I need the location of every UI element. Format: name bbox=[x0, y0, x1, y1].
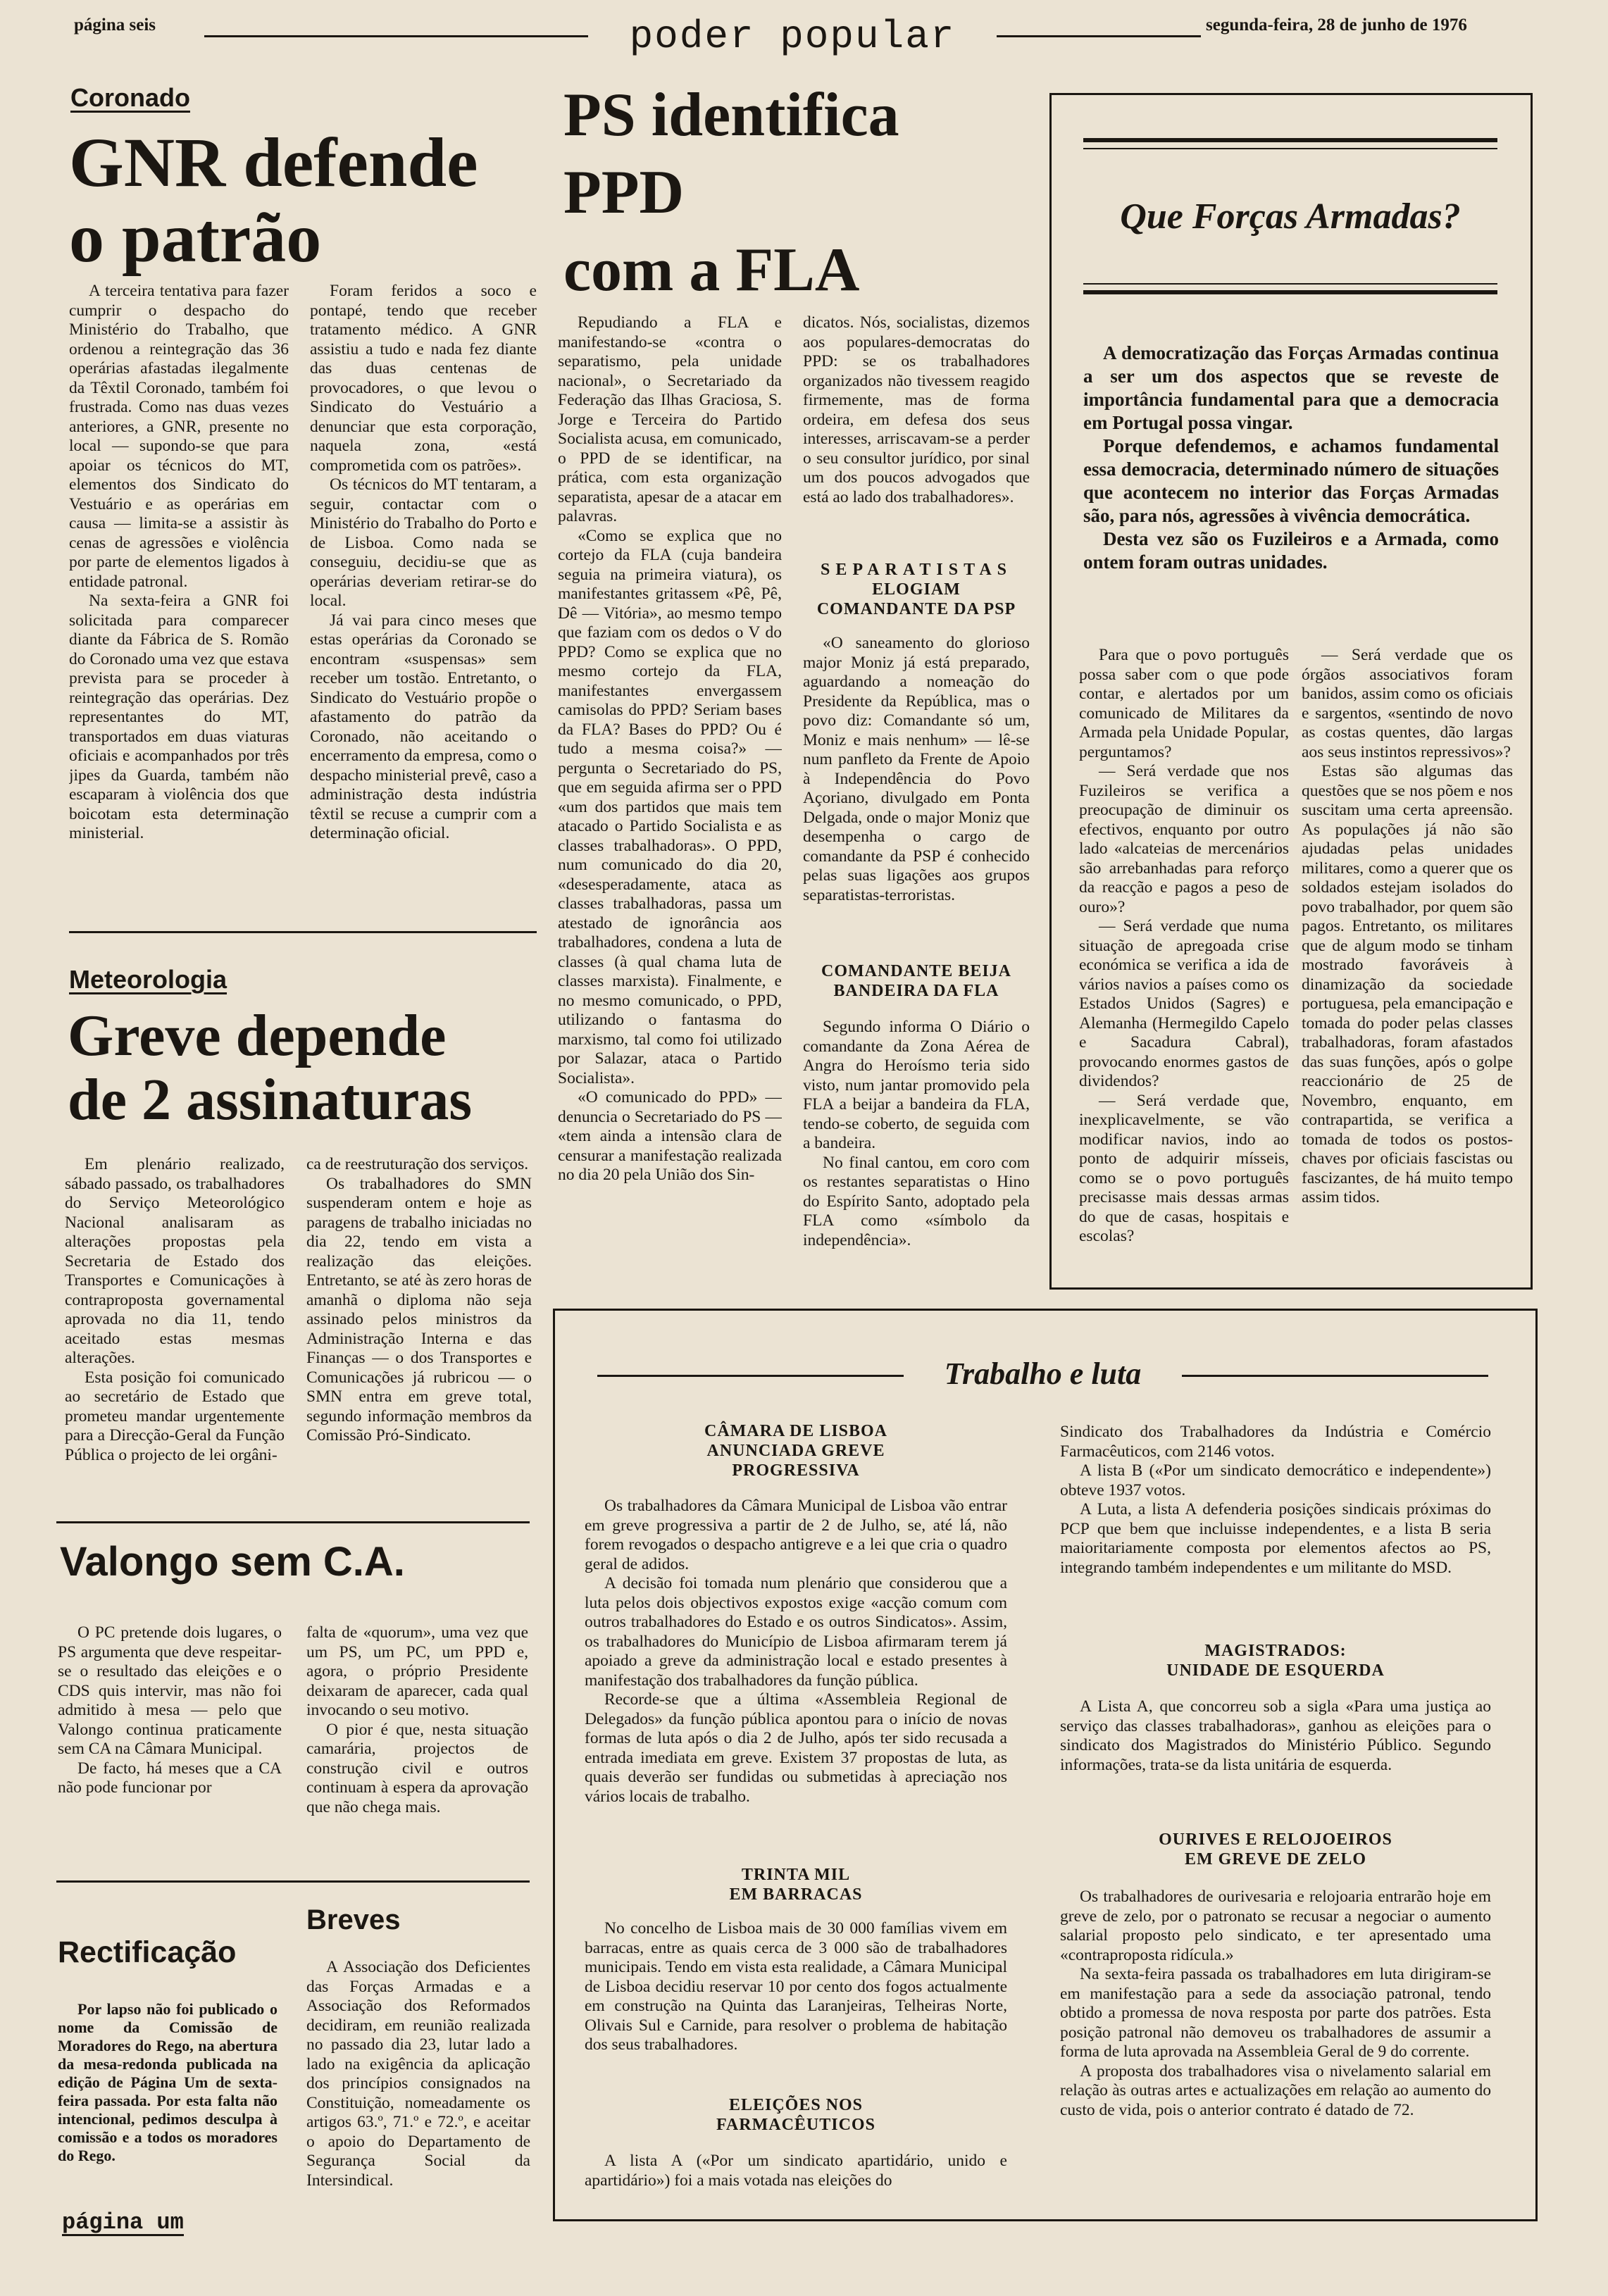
meteorologia-col-2 bbox=[306, 1155, 532, 1500]
paragraph: A terceira tentativa para fazer cumprir o despacho do Ministério do Trabalho, que ordenou a reintegração das 36 operárias afastadas ilegalmente da Têxtil Coronado, também foi frustrada. Como nas duas vezes anteriores, a GNR, presente no local — supondo-se que para apoiar os técnicos do MT, elementos dos Sindicato do Vestuário e as operárias em causa — limita-se a assistir às cenas de agressões e violência por parte de elementos ligados à entidade patronal. bbox=[69, 282, 289, 591]
forcas-title: Que Forças Armadas? bbox=[1120, 196, 1461, 237]
valongo-col-1 bbox=[58, 1623, 282, 1866]
paragraph: Os técnicos do MT tentaram, a seguir, contactar com o Ministério do Trabalho do Porto e de Lisboa. Como nada se conseguiu, decidiu-se que as operárias deveriam retirar-se do local. bbox=[310, 475, 537, 610]
ps-headline-1: PS identifica bbox=[563, 81, 899, 149]
subhead-line: PROGRESSIVA bbox=[732, 1461, 860, 1480]
paragraph: Já vai para cinco meses que estas operárias da Coronado se encontram «suspensas» sem receber um tostão. Entretanto, o Sindicato do Vestuário propõe o afastamento do patrão da Coronado, não aceitando o encerramento da empresa, como o despacho ministerial prevê, caso a administração desta indústria têxtil se recuse a cumprir com a determinação oficial. bbox=[310, 611, 537, 842]
trabalho-s5-head bbox=[1060, 1830, 1491, 1869]
coronado-col-1 bbox=[69, 282, 289, 919]
paragraph: Na sexta-feira a GNR foi solicitada para comparecer diante da Fábrica de S. Romão do Coronado uma vez que estava prevista para se proceder à reintegração das operárias. Dez representantes do MT, transportados em duas viaturas oficiais e acompanhados por três jipes da Guarda, também não escaparam à violência dos que boicotam esta determinação ministerial. bbox=[69, 592, 289, 842]
paragraph: A Associação dos Deficientes das Forças Armadas e a Associação dos Reformados decidiram, em reunião realizada no passado dia 23, lutar lado a lado na exigência da aplicação dos princípios consignados na Constituição, nomeadamente os artigos 63.º, 71.º e 72.º, e aceitar o apoio do Departamento de Segurança Social da Intersindical. bbox=[306, 1958, 530, 2190]
meteorologia-divider bbox=[56, 1521, 530, 1523]
trabalho-r-top bbox=[1060, 1423, 1491, 1634]
subhead-line: ELOGIAM bbox=[872, 580, 961, 599]
pagina-um-logo bbox=[62, 2211, 184, 2236]
paragraph: Estas são algumas das questões que se nos põem e nos suscitam uma certa apreensão. As populações já não são ajudadas pelas unidades militares, como a querer que os soldados estejam isolados do povo trabalhador, por quem são pagos. Entretanto, os militares que de algum modo se tinham mostrado favoráveis à dinamização da sociedade portuguesa, pela emancipação e tomada do poder pelas classes trabalhadoras, foram afastados das suas funções, após o golpe reaccionário de 25 de Novembro, enquanto, em contrapartida, se verifica a tomada de todos os postos-chaves por oficiais fascistas ou fascizantes, de há muito tempo assim tidos. bbox=[1302, 762, 1513, 1206]
paragraph: «O comunicado do PPD» — denuncia o Secretariado do PS — «tem ainda a intensão clara de censurar a manifestação realizada no dia 20 pela União dos Sin- bbox=[558, 1088, 782, 1184]
valongo-divider bbox=[56, 1880, 530, 1883]
paragraph: «Como se explica que no cortejo da FLA (cuja bandeira seguia na primeira viatura), os manifestantes gritassem «Pê, Pê, Dê — Vitória», ao mesmo tempo que faziam com os dedos o V do PPD? Como se explica que no mesmo cortejo da FLA, manifestantes envergassem camisolas do PPD? Seriam bases da FLA? Bases do PPD? Ou é tudo a mesma coisa?» — pergunta o Secretariado do PS, que em seguida afirma ser o PPD «um dos partidos que mais tem atacado o Partido Socialista e as classes trabalhadoras». O PPD, num comunicado do dia 20, «desesperadamente, ataca as classes trabalhadoras, passa um atestado de ignorância aos trabalhadores, condena a luta de classes (à qual chama luta de classes marxista). Finalmente, e no mesmo comunicado, o PPD, utilizando o fantasma do marxismo, tal como foi utilizado por Salazar, ataca o Partido Socialista». bbox=[558, 526, 782, 1087]
trabalho-rule-right bbox=[1182, 1375, 1488, 1377]
paragraph: dicatos. Nós, socialistas, dizemos aos populares-democratas do PPD: se os trabalhadores organizados não tivessem reagido firmemente, mas de forma ordeira, em defesa dos seus interesses, arriscavam-se a perder o seu consultor jurídico, por sinal um dos poucos advogados que está ao lado dos trabalhadores». bbox=[803, 313, 1030, 506]
trabalho-s2-body bbox=[585, 1919, 1007, 2088]
meteorologia-kicker: Meteorologia bbox=[69, 965, 228, 994]
breves-headline: Breves bbox=[306, 1904, 401, 1935]
subhead-line: MAGISTRADOS: bbox=[1204, 1642, 1347, 1660]
masthead: poder popular bbox=[629, 14, 956, 59]
paragraph: — Será verdade que numa situação de apregoada crise económica se verifica a ida de vários navios a países como os Estados Unidos (Sagres) e Alemanha (Hermegildo Capelo e Sacadura Cabral), provocando enormes gastos de dividendos? bbox=[1079, 917, 1289, 1090]
paragraph: A decisão foi tomada num plenário que considerou que a luta pelos dois objectivos expostos exige «acção comum com outros trabalhadores do Estado e os outros Sindicatos». Assim, os trabalhadores do Município de Lisboa afirmaram terem já apoiado a greve da administração local e estado presentes à manifestação dos trabalhadores da função pública. bbox=[585, 1574, 1007, 1690]
coronado-headline-1: GNR defende bbox=[69, 123, 478, 201]
paragraph: Recorde-se que a última «Assembleia Regional de Delegados» da função pública apontou para o início de novas formas de luta após o dia 2 de Julho, após ter sido recusada a entrada imediata em greve. Existem 37 propostas de luta, as quais deverão ser fundidas ou submetidas à apreciação nos vários locais de trabalho. bbox=[585, 1690, 1007, 1806]
subhead-line: COMANDANTE DA PSP bbox=[816, 600, 1016, 618]
subhead-line: ELEIÇÕES NOS bbox=[728, 2096, 864, 2114]
ps-col-2-bot bbox=[803, 1018, 1030, 1292]
header-rule-left bbox=[204, 35, 588, 37]
page-date: segunda-feira, 28 de junho de 1976 bbox=[1206, 15, 1467, 35]
ps-subhead-comandante bbox=[803, 961, 1030, 1001]
forcas-lead bbox=[1083, 342, 1499, 616]
paragraph: A proposta dos trabalhadores visa o nivelamento salarial em relação às outras artes e actualizações em relação ao aumento do custo de vida, pois o anterior contrato é datado de 72. bbox=[1060, 2061, 1491, 2119]
subhead-line: UNIDADE DE ESQUERDA bbox=[1166, 1661, 1385, 1680]
paragraph: Na sexta-feira passada os trabalhadores em luta dirigiram-se em manifestação para a sede da associação patronal, tendo obtido a promessa de nova resposta por parte dos patrões. Esta posição patronal não demoveu os trabalhadores de assumir a forma de luta aprovada na Assembleia Geral de 9 do corrente. bbox=[1060, 1965, 1491, 2061]
paragraph: Segundo informa O Diário o comandante da Zona Aérea de Angra do Heroísmo teria sido visto, num jantar promovido pela FLA a beijar a bandeira da FLA, tendo-se coberto, de seguida com a bandeira. bbox=[803, 1018, 1030, 1152]
subhead-line: BANDEIRA DA FLA bbox=[833, 982, 999, 1000]
coronado-col-2 bbox=[310, 282, 537, 919]
paragraph: — Será verdade que nos Fuzileiros se verifica a preocupação de diminuir os efectivos, enquanto por outro lado «alcateias de mercenários são arrebanhadas para reforço da reacção e pagos a peso de ouro»? bbox=[1079, 762, 1289, 916]
trabalho-s4-head bbox=[1060, 1641, 1491, 1680]
paragraph: Desta vez são os Fuzileiros e a Armada, como ontem foram outras unidades. bbox=[1083, 528, 1499, 573]
trabalho-s4-body bbox=[1060, 1697, 1491, 1821]
paragraph: No final cantou, em coro com os restantes separatistas o Hino do Espírito Santo, adoptado pela FLA como «símbolo da independência». bbox=[803, 1153, 1030, 1249]
paragraph: Por lapso não foi publicado o nome da Comissão de Moradores do Rego, na abertura da mesa-redonda publicada na edição de Página Um de sexta-feira passada. Por esta falta não intencional, pedimos desculpa à comissão e a todos os moradores do Rego. bbox=[58, 2000, 278, 2164]
forcas-title-rule-bottom-thin bbox=[1083, 283, 1497, 285]
breves-body bbox=[306, 1958, 530, 2215]
meteorologia-headline-2: de 2 assinaturas bbox=[68, 1067, 473, 1133]
subhead-line: EM BARRACAS bbox=[729, 1885, 863, 1904]
paragraph: Foram feridos a soco e pontapé, tendo que receber tratamento médico. A GNR assistiu a tudo e nada fez diante das duas centenas de provocadores, o que levou o Sindicato do Vestuário a denunciar que esta corporação, naquela zona, «está comprometida com os patrões». bbox=[310, 282, 537, 475]
subhead-line: EM GREVE DE ZELO bbox=[1184, 1850, 1367, 1868]
paragraph: No concelho de Lisboa mais de 30 000 famílias vivem em barracas, entre as quais cerca de 3 000 são de trabalhadores municipais. Tendo em vista esta realidade, a Câmara Municipal de Lisboa decidiu reservar 10 por cento dos fogos actualmente em construção na Quinta das Laranjeiras, Telheiras Norte, Olivais Sul e Carnide, para resolver o problema de habitação dos seus trabalhadores. bbox=[585, 1919, 1007, 2054]
paragraph: A Lista A, que concorreu sob a sigla «Para uma justiça ao serviço das classes trabalhadoras», ganhou as eleições para o sindicato dos Magistrados do Ministério Público. Segundo informações, trata-se da lista unitária de esquerda. bbox=[1060, 1697, 1491, 1774]
forcas-col-1 bbox=[1079, 646, 1289, 1280]
subhead-line: SEPARATISTAS bbox=[820, 561, 1013, 579]
forcas-col-2 bbox=[1302, 646, 1513, 1280]
paragraph: A democratização das Forças Armadas continua a ser um dos aspectos que se reveste de importância fundamental para que a democracia em Portugal possa vingar. bbox=[1083, 342, 1499, 433]
page-label: página seis bbox=[74, 15, 156, 35]
paragraph: «O saneamento do glorioso major Moniz já está preparado, aguardando a nomeação do Presidente da República, mas o povo diz: Comandante só um, Moniz e mais nenhum» — lê-se num panfleto da Frente de Apoio à Independência do Povo Açoriano, divulgado em Ponta Delgada, onde o major Moniz que desempenha o cargo de comandante da PSP é conhecido pelas suas ligações aos grupos separatistas-terroristas. bbox=[803, 634, 1030, 904]
ps-headline-3: com a FLA bbox=[563, 236, 860, 304]
paragraph: — Será verdade que os órgãos associativos foram banidos, assim como os oficiais e sargentos, «sentindo de novo as costas quentes, dão largas aos seus instintos repressivos»? bbox=[1302, 646, 1513, 761]
subhead-line: OURIVES E RELOJOEIROS bbox=[1159, 1830, 1392, 1849]
paragraph: De facto, há meses que a CA não pode funcionar por bbox=[58, 1759, 282, 1797]
subhead-line: COMANDANTE BEIJA bbox=[821, 962, 1011, 980]
ps-col-2-mid bbox=[803, 634, 1030, 958]
subhead-line: FARMACÊUTICOS bbox=[716, 2116, 875, 2134]
subhead-line: ANUNCIADA GREVE bbox=[706, 1442, 885, 1460]
forcas-title-rule-top bbox=[1083, 138, 1497, 142]
forcas-title-rule-bottom bbox=[1083, 290, 1497, 294]
trabalho-s3-head bbox=[585, 2095, 1007, 2135]
pagina-um-logo-text: página um bbox=[62, 2209, 184, 2235]
meteorologia-col-1 bbox=[65, 1155, 285, 1500]
trabalho-s1-body bbox=[585, 1497, 1007, 1859]
paragraph: Esta posição foi comunicado ao secretário de Estado que prometeu mandar urgentemente para a Direcção-Geral da Função Pública o projecto de lei orgâni- bbox=[65, 1368, 285, 1464]
paragraph: Os trabalhadores do SMN suspenderam ontem e hoje as paragens de trabalho iniciadas no dia 22, tendo em vista a realização das eleições. Entretanto, se até às zero horas de amanhã o diploma não seja assinado pelos ministros da Administração Interna e das Finanças — o dos Transportes e Comunicações já rubricou — o SMN entra em greve total, segundo informação membros da Comissão Pró-Sindicato. bbox=[306, 1174, 532, 1445]
paragraph: Em plenário realizado, sábado passado, os trabalhadores do Serviço Meteorológico Nacional analisaram as alterações propostas pela Secretaria de Estado dos Transportes e Comunicações à contraproposta governamental aprovada no dia 11, tendo aceitado estas mesmas alterações. bbox=[65, 1155, 285, 1367]
trabalho-s1-head bbox=[585, 1421, 1007, 1480]
paragraph: Porque defendemos, e achamos fundamental essa democracia, determinado número de situações que acontecem no interior das Forças Armadas são, para nós, agressões à vivência democrática. bbox=[1083, 435, 1499, 526]
subhead-line: TRINTA MIL bbox=[741, 1866, 851, 1884]
trabalho-s5-body bbox=[1060, 1888, 1491, 2201]
coronado-headline-2: o patrão bbox=[69, 199, 322, 277]
ps-headline-2: PPD bbox=[563, 158, 685, 227]
ps-col-1 bbox=[558, 313, 782, 1289]
valongo-headline: Valongo sem C.A. bbox=[60, 1539, 405, 1585]
ps-col-2-top bbox=[803, 313, 1030, 553]
forcas-title-rule-top-thin bbox=[1083, 148, 1497, 149]
trabalho-s2-head bbox=[585, 1865, 1007, 1904]
paragraph: Os trabalhadores de ourivesaria e relojoaria entrarão hoje em greve de zelo, por o patronato se recusar a negociar o aumento salarial proposto pelo sindicato, e ter apresentado uma «contraproposta ridícula.» bbox=[1060, 1888, 1491, 1964]
ps-subhead-separatistas bbox=[803, 560, 1030, 619]
trabalho-s3-body bbox=[585, 2152, 1007, 2208]
coronado-divider bbox=[69, 931, 537, 933]
coronado-kicker: Coronado bbox=[70, 83, 190, 112]
paragraph: Os trabalhadores da Câmara Municipal de Lisboa vão entrar em greve progressiva a partir de 2 de Julho, se, até lá, não forem revogados o despacho antigreve e a lei que cria o quadro geral de adidos. bbox=[585, 1497, 1007, 1573]
paragraph: A Luta, a lista A defenderia posições sindicais próximas do PCP que bem que incluisse independentes, e a lista B seria maioritariamente composta por elementos afectos ao PS, integrando também independentes e um militante do MSD. bbox=[1060, 1500, 1491, 1577]
paragraph: falta de «quorum», uma vez que um PS, um PC, um PPD e, agora, o próprio Presidente deixaram de aparecer, cada qual invocando o seu motivo. bbox=[306, 1623, 528, 1719]
paragraph: — Será verdade que, inexplicavelmente, se vão modificar navios, indo ao ponto de adquirir mísseis, como se o povo português precisasse mais dessas armas do que de casas, hospitais e escolas? bbox=[1079, 1091, 1289, 1245]
paragraph: Sindicato dos Trabalhadores da Indústria e Comércio Farmacêuticos, com 2146 votos. bbox=[1060, 1423, 1491, 1461]
paragraph: O pior é que, nesta situação camarária, projectos de construção civil e outros continuam à espera da aprovação que não chega mais. bbox=[306, 1720, 528, 1816]
rectificacao-headline: Rectificação bbox=[58, 1935, 237, 1969]
paragraph: O PC pretende dois lugares, o PS argumenta que deve respeitar-se o resultado das eleições e o CDS quis intervir, mas não foi admitido à mesa — pelo que Valongo continua praticamente sem CA na Câmara Municipal. bbox=[58, 1623, 282, 1758]
valongo-col-2 bbox=[306, 1623, 528, 1866]
paragraph: Para que o povo português possa saber com o que pode contar, e alertados por um comunicado de Militares da Armada pela Unidade Popular, perguntamos? bbox=[1079, 646, 1289, 761]
paragraph: A lista B («Por um sindicato democrático e independente») obteve 1937 votos. bbox=[1060, 1461, 1491, 1499]
paragraph: A lista A («Por um sindicato apartidário, unido e apartidário») foi a mais votada nas eleições do bbox=[585, 2152, 1007, 2190]
header-rule-right bbox=[997, 35, 1201, 37]
subhead-line: CÂMARA DE LISBOA bbox=[704, 1422, 888, 1440]
trabalho-title: Trabalho e luta bbox=[944, 1356, 1142, 1391]
rectificacao-body bbox=[58, 2000, 278, 2215]
paragraph: ca de reestruturação dos serviços. bbox=[306, 1155, 529, 1173]
meteorologia-headline-1: Greve depende bbox=[68, 1003, 447, 1068]
paragraph: Repudiando a FLA e manifestando-se «contra o separatismo, pela unidade nacional», o Secretariado da Federação das Ilhas Graciosa, S. Jorge e Terceira do Partido Socialista acusa, em comunicado, o PPD de se identificar, na prática, com esta organização separatista, apesar de a atacar em palavras. bbox=[558, 313, 782, 525]
trabalho-rule-left bbox=[597, 1375, 904, 1377]
